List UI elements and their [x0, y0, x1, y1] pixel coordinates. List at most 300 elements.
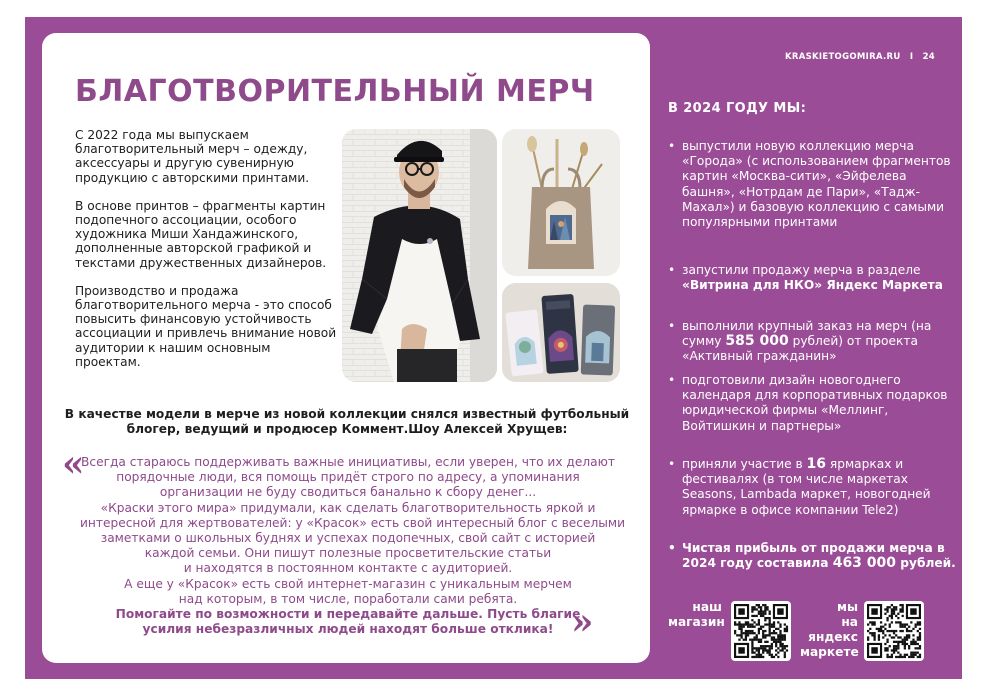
qr-module [734, 630, 736, 632]
qr-market-label-line: на [841, 615, 858, 629]
qr-module [747, 626, 749, 628]
qr-module [753, 656, 755, 658]
qr-module [897, 647, 899, 649]
qr-module [910, 621, 912, 623]
qr-module [897, 645, 899, 647]
achievement-text: «Витрина для НКО» Яндекс Маркета [682, 278, 943, 293]
qr-module [867, 639, 869, 641]
qr-module [884, 623, 886, 625]
qr-module [902, 656, 904, 658]
qr-module [779, 632, 781, 634]
qr-module [769, 630, 771, 632]
qr-module [758, 630, 760, 632]
quote-line: порядочные люди, вся помощь придёт строго по адресу, а упоминания [116, 470, 580, 485]
page-number: 24 [922, 52, 935, 62]
qr-module [878, 634, 880, 636]
qr-module [769, 649, 771, 651]
qr-module [915, 641, 917, 643]
qr-module [736, 634, 738, 636]
qr-module [760, 639, 762, 641]
qr-module [762, 656, 764, 658]
qr-module [760, 608, 762, 610]
qr-module [884, 647, 886, 649]
qr-module [753, 639, 755, 641]
qr-code-market-icon[interactable] [864, 601, 924, 661]
qr-module [904, 656, 906, 658]
qr-module [762, 645, 764, 647]
qr-module [762, 615, 764, 617]
quote-line: Всегда стараюсь поддерживать важные инициативы, если уверен, что их делают [81, 455, 615, 469]
qr-module [773, 632, 775, 634]
qr-module [758, 656, 760, 658]
qr-module [899, 630, 901, 632]
qr-module [919, 634, 921, 636]
qr-module [902, 615, 904, 617]
qr-module [756, 636, 758, 638]
qr-module [786, 649, 788, 651]
achievement-text: рублей. [896, 556, 956, 571]
qr-module [889, 615, 891, 617]
qr-module [895, 645, 897, 647]
qr-module [899, 608, 901, 610]
qr-module [786, 626, 788, 628]
qr-module [751, 639, 753, 641]
qr-module [779, 634, 781, 636]
qr-module [756, 608, 758, 610]
qr-module [745, 636, 747, 638]
qr-module [889, 645, 891, 647]
qr-module [867, 630, 869, 632]
qr-module [878, 630, 880, 632]
qr-module [760, 654, 762, 656]
qr-module [758, 639, 760, 641]
qr-module [886, 647, 888, 649]
qr-module [886, 649, 888, 651]
qr-module [762, 613, 764, 615]
qr-module [773, 621, 775, 623]
qr-module [762, 649, 764, 651]
qr-module [910, 656, 912, 658]
qr-module [869, 628, 871, 630]
qr-module [777, 621, 779, 623]
qr-module [895, 647, 897, 649]
qr-module [897, 621, 899, 623]
qr-module [889, 623, 891, 625]
qr-module [902, 608, 904, 610]
qr-module [902, 623, 904, 625]
qr-module [777, 639, 779, 641]
qr-module [764, 636, 766, 638]
qr-module [751, 610, 753, 612]
qr-module [751, 649, 753, 651]
qr-module [912, 641, 914, 643]
qr-module [769, 613, 771, 615]
qr-module [747, 630, 749, 632]
qr-module [902, 610, 904, 612]
qr-module [740, 636, 742, 638]
qr-module [747, 621, 749, 623]
qr-finder-square [910, 608, 916, 614]
qr-module [751, 615, 753, 617]
qr-code-shop-icon[interactable] [731, 601, 791, 661]
qr-module [893, 608, 895, 610]
site-link[interactable]: KRASKIETOGOMIRA.RU [784, 52, 901, 62]
qr-module [764, 619, 766, 621]
qr-module [884, 608, 886, 610]
qr-module [886, 630, 888, 632]
qr-module [886, 617, 888, 619]
qr-module [784, 636, 786, 638]
qr-module [904, 636, 906, 638]
qr-module [771, 632, 773, 634]
qr-module [751, 656, 753, 658]
qr-module [910, 652, 912, 654]
quote-line: и находятся в постоянном контакте с аудиторией. [183, 561, 513, 576]
qr-module [784, 630, 786, 632]
qr-shop-label-line: наш [692, 600, 722, 614]
qr-module [779, 641, 781, 643]
qr-market-label [800, 600, 858, 660]
qr-module [769, 654, 771, 656]
qr-module [889, 634, 891, 636]
achievements-list [668, 139, 956, 589]
qr-module [738, 634, 740, 636]
qr-module [775, 639, 777, 641]
qr-module [753, 636, 755, 638]
achievement-text: запустили продажу мерча в разделе [682, 263, 921, 277]
qr-module [782, 649, 784, 651]
qr-module [769, 623, 771, 625]
achievement-text: Чистая прибыль от продажи мерча в 2024 году составила [682, 541, 945, 571]
qr-module [906, 636, 908, 638]
achievement-item [668, 263, 954, 293]
quote-line-bold: Помогайте по возможности и передавайте дальше. Пусть благие [115, 607, 581, 622]
qr-module [771, 656, 773, 658]
qr-module [743, 632, 745, 634]
qr-module [891, 617, 893, 619]
qr-module [771, 636, 773, 638]
quote-line: интересной для жертвователей: у «Красок» есть свой интересный блог с веселыми [80, 515, 626, 530]
qr-module [912, 639, 914, 641]
qr-module [773, 626, 775, 628]
qr-module [880, 628, 882, 630]
qr-module [891, 604, 893, 606]
qr-module [758, 647, 760, 649]
qr-module [886, 641, 888, 643]
qr-module [771, 645, 773, 647]
qr-module [919, 647, 921, 649]
qr-module [886, 639, 888, 641]
qr-module [738, 621, 740, 623]
qr-module [758, 632, 760, 634]
qr-module [775, 641, 777, 643]
qr-module [899, 621, 901, 623]
qr-module [740, 626, 742, 628]
qr-module [769, 621, 771, 623]
qr-module [784, 639, 786, 641]
qr-module [897, 636, 899, 638]
achievement-text: рублей) от проекта «Активный гражданин» [682, 334, 918, 364]
qr-module [753, 621, 755, 623]
qr-module [784, 645, 786, 647]
qr-module [895, 641, 897, 643]
qr-module [893, 641, 895, 643]
qr-module [779, 639, 781, 641]
qr-module [762, 610, 764, 612]
qr-module [876, 628, 878, 630]
qr-module [919, 639, 921, 641]
qr-market-label-line: маркете [800, 645, 859, 659]
qr-module [786, 628, 788, 630]
qr-module [782, 639, 784, 641]
qr-module [919, 645, 921, 647]
qr-module [756, 649, 758, 651]
qr-module [740, 628, 742, 630]
qr-module [906, 623, 908, 625]
qr-module [762, 634, 764, 636]
qr-module [764, 606, 766, 608]
qr-module [891, 636, 893, 638]
quote-line: А еще у «Красок» есть свой интернет-магазин с уникальным мерчем [124, 576, 572, 591]
qr-module [745, 621, 747, 623]
qr-module [782, 634, 784, 636]
qr-module [764, 634, 766, 636]
qr-module [751, 632, 753, 634]
achievements-heading: В 2024 ГОДУ МЫ: [668, 101, 807, 116]
intro-text [75, 128, 337, 383]
qr-module [912, 634, 914, 636]
qr-module [904, 626, 906, 628]
qr-module [878, 639, 880, 641]
qr-module [784, 623, 786, 625]
qr-module [747, 632, 749, 634]
qr-module [747, 634, 749, 636]
achievement-item [668, 457, 954, 518]
qr-module [775, 643, 777, 645]
qr-module [775, 645, 777, 647]
left-double-chevron-quote-icon: « [62, 443, 85, 485]
qr-module [751, 652, 753, 654]
qr-module [777, 652, 779, 654]
qr-module [882, 636, 884, 638]
intro-paragraph: Производство и продажа благотворительного мерча - это способ повысить финансовую устойчивость ассоциации и привлечь внимание новой аудитории к нашим основным проектам. [75, 283, 337, 369]
qr-module [760, 613, 762, 615]
qr-module [771, 626, 773, 628]
qr-module [897, 617, 899, 619]
qr-module [906, 639, 908, 641]
qr-module [766, 608, 768, 610]
qr-module [871, 623, 873, 625]
qr-module [893, 632, 895, 634]
achievement-text: выпустили новую коллекцию мерча «Города» (с использованием фрагментов картин «Москва-сити», «Эйфелева башня», «Нотрдам де Пари», «Тадж-Махал») и базовую коллекцию с самыми популярными принтами [682, 139, 951, 230]
qr-module [766, 652, 768, 654]
quote-line: над которым, в том числе, поработали сами ребята. [178, 591, 518, 606]
qr-module [771, 639, 773, 641]
qr-module [734, 632, 736, 634]
qr-module [884, 643, 886, 645]
qr-module [762, 626, 764, 628]
qr-module [873, 632, 875, 634]
qr-module [886, 610, 888, 612]
quote-line: каждой семьи. Они пишут полезные просветительские статьи [144, 546, 552, 561]
qr-module [779, 643, 781, 645]
qr-module [758, 610, 760, 612]
qr-module [753, 608, 755, 610]
qr-module [771, 623, 773, 625]
qr-module [756, 615, 758, 617]
qr-module [869, 632, 871, 634]
qr-module [751, 606, 753, 608]
qr-module [751, 630, 753, 632]
qr-module [766, 641, 768, 643]
qr-module [764, 645, 766, 647]
qr-module [771, 643, 773, 645]
qr-module [915, 643, 917, 645]
qr-module [884, 613, 886, 615]
qr-module [756, 604, 758, 606]
qr-module [917, 623, 919, 625]
qr-module [766, 606, 768, 608]
model-note: В качестве модели в мерче из новой коллекции снялся известный футбольный блогер, ведущий и продюсер Коммент.Шоу Алексей Хрущев: [64, 407, 630, 436]
qr-module [753, 626, 755, 628]
achievement-item [668, 319, 954, 365]
qr-module [751, 641, 753, 643]
qr-module [762, 632, 764, 634]
qr-module [769, 628, 771, 630]
qr-module [753, 647, 755, 649]
qr-module [775, 632, 777, 634]
qr-module [917, 639, 919, 641]
qr-module [915, 647, 917, 649]
qr-module [740, 632, 742, 634]
qr-module [897, 643, 899, 645]
qr-module [912, 654, 914, 656]
qr-module [912, 643, 914, 645]
qr-module [762, 636, 764, 638]
qr-module [760, 626, 762, 628]
qr-module [760, 610, 762, 612]
quote-line: заметками о школьных буднях и успехах подопечных, свой сайт с историей [100, 531, 596, 546]
qr-module [769, 632, 771, 634]
qr-module [751, 643, 753, 645]
qr-module [773, 656, 775, 658]
qr-module [784, 652, 786, 654]
qr-module [758, 649, 760, 651]
qr-module [764, 608, 766, 610]
qr-module [906, 630, 908, 632]
qr-module [882, 632, 884, 634]
qr-module [775, 628, 777, 630]
qr-module [758, 654, 760, 656]
qr-module [880, 630, 882, 632]
qr-module [869, 621, 871, 623]
qr-module [891, 610, 893, 612]
page-title: БЛАГОТВОРИТЕЛЬНЫЙ МЕРЧ [75, 74, 595, 109]
qr-module [873, 634, 875, 636]
achievement-text: приняли участие в [682, 457, 807, 471]
qr-module [764, 617, 766, 619]
qr-module [882, 630, 884, 632]
intro-paragraph: В основе принтов – фрагменты картин подопечного ассоциации, особого художника Миши Хандажинского, дополненные авторской графикой и текстами дружественных дизайнеров. [75, 198, 327, 270]
qr-module [897, 652, 899, 654]
qr-module [773, 623, 775, 625]
qr-module [777, 656, 779, 658]
qr-module [786, 630, 788, 632]
qr-module [751, 626, 753, 628]
qr-module [867, 623, 869, 625]
qr-module [751, 645, 753, 647]
qr-module [758, 652, 760, 654]
qr-module [917, 630, 919, 632]
qr-module [758, 604, 760, 606]
qr-module [908, 645, 910, 647]
qr-module [751, 647, 753, 649]
qr-module [773, 636, 775, 638]
achievement-text: подготовили дизайн новогоднего календаря для корпоративных подарков юридической фирмы «Меллинг, Войтишкин и партнеры» [682, 373, 948, 433]
qr-shop-label-line: магазин [668, 615, 725, 629]
qr-module [895, 608, 897, 610]
qr-module [773, 630, 775, 632]
qr-module [773, 639, 775, 641]
qr-finder-square [738, 647, 744, 653]
qr-module [873, 621, 875, 623]
qr-module [919, 636, 921, 638]
qr-module [902, 639, 904, 641]
qr-module [764, 613, 766, 615]
qr-module [760, 641, 762, 643]
qr-module [775, 654, 777, 656]
qr-module [745, 634, 747, 636]
intro-paragraph: С 2022 года мы выпускаем благотворительный мерч – одежду, аксессуары и другую сувенирную продукцию с авторскими принтами. [75, 128, 310, 185]
qr-module [908, 630, 910, 632]
qr-module [908, 647, 910, 649]
qr-module [912, 656, 914, 658]
qr-module [889, 626, 891, 628]
qr-module [906, 654, 908, 656]
qr-module [917, 643, 919, 645]
qr-module [771, 654, 773, 656]
qr-module [738, 623, 740, 625]
qr-module [917, 621, 919, 623]
qr-module [899, 626, 901, 628]
qr-module [758, 623, 760, 625]
qr-module [904, 643, 906, 645]
qr-module [784, 654, 786, 656]
qr-module [895, 621, 897, 623]
qr-module [764, 630, 766, 632]
qr-module [895, 634, 897, 636]
site-and-page-number [785, 52, 935, 62]
qr-module [902, 643, 904, 645]
qr-module [747, 623, 749, 625]
achievement-text: 16 [806, 456, 827, 472]
qr-module [760, 615, 762, 617]
qr-module [902, 604, 904, 606]
qr-module [917, 647, 919, 649]
qr-module [884, 649, 886, 651]
qr-module [779, 645, 781, 647]
qr-module [769, 647, 771, 649]
qr-module [758, 619, 760, 621]
qr-module [910, 641, 912, 643]
qr-module [753, 606, 755, 608]
qr-module [779, 636, 781, 638]
qr-module [878, 628, 880, 630]
qr-module [889, 630, 891, 632]
qr-module [734, 621, 736, 623]
qr-module [893, 647, 895, 649]
qr-module [886, 654, 888, 656]
